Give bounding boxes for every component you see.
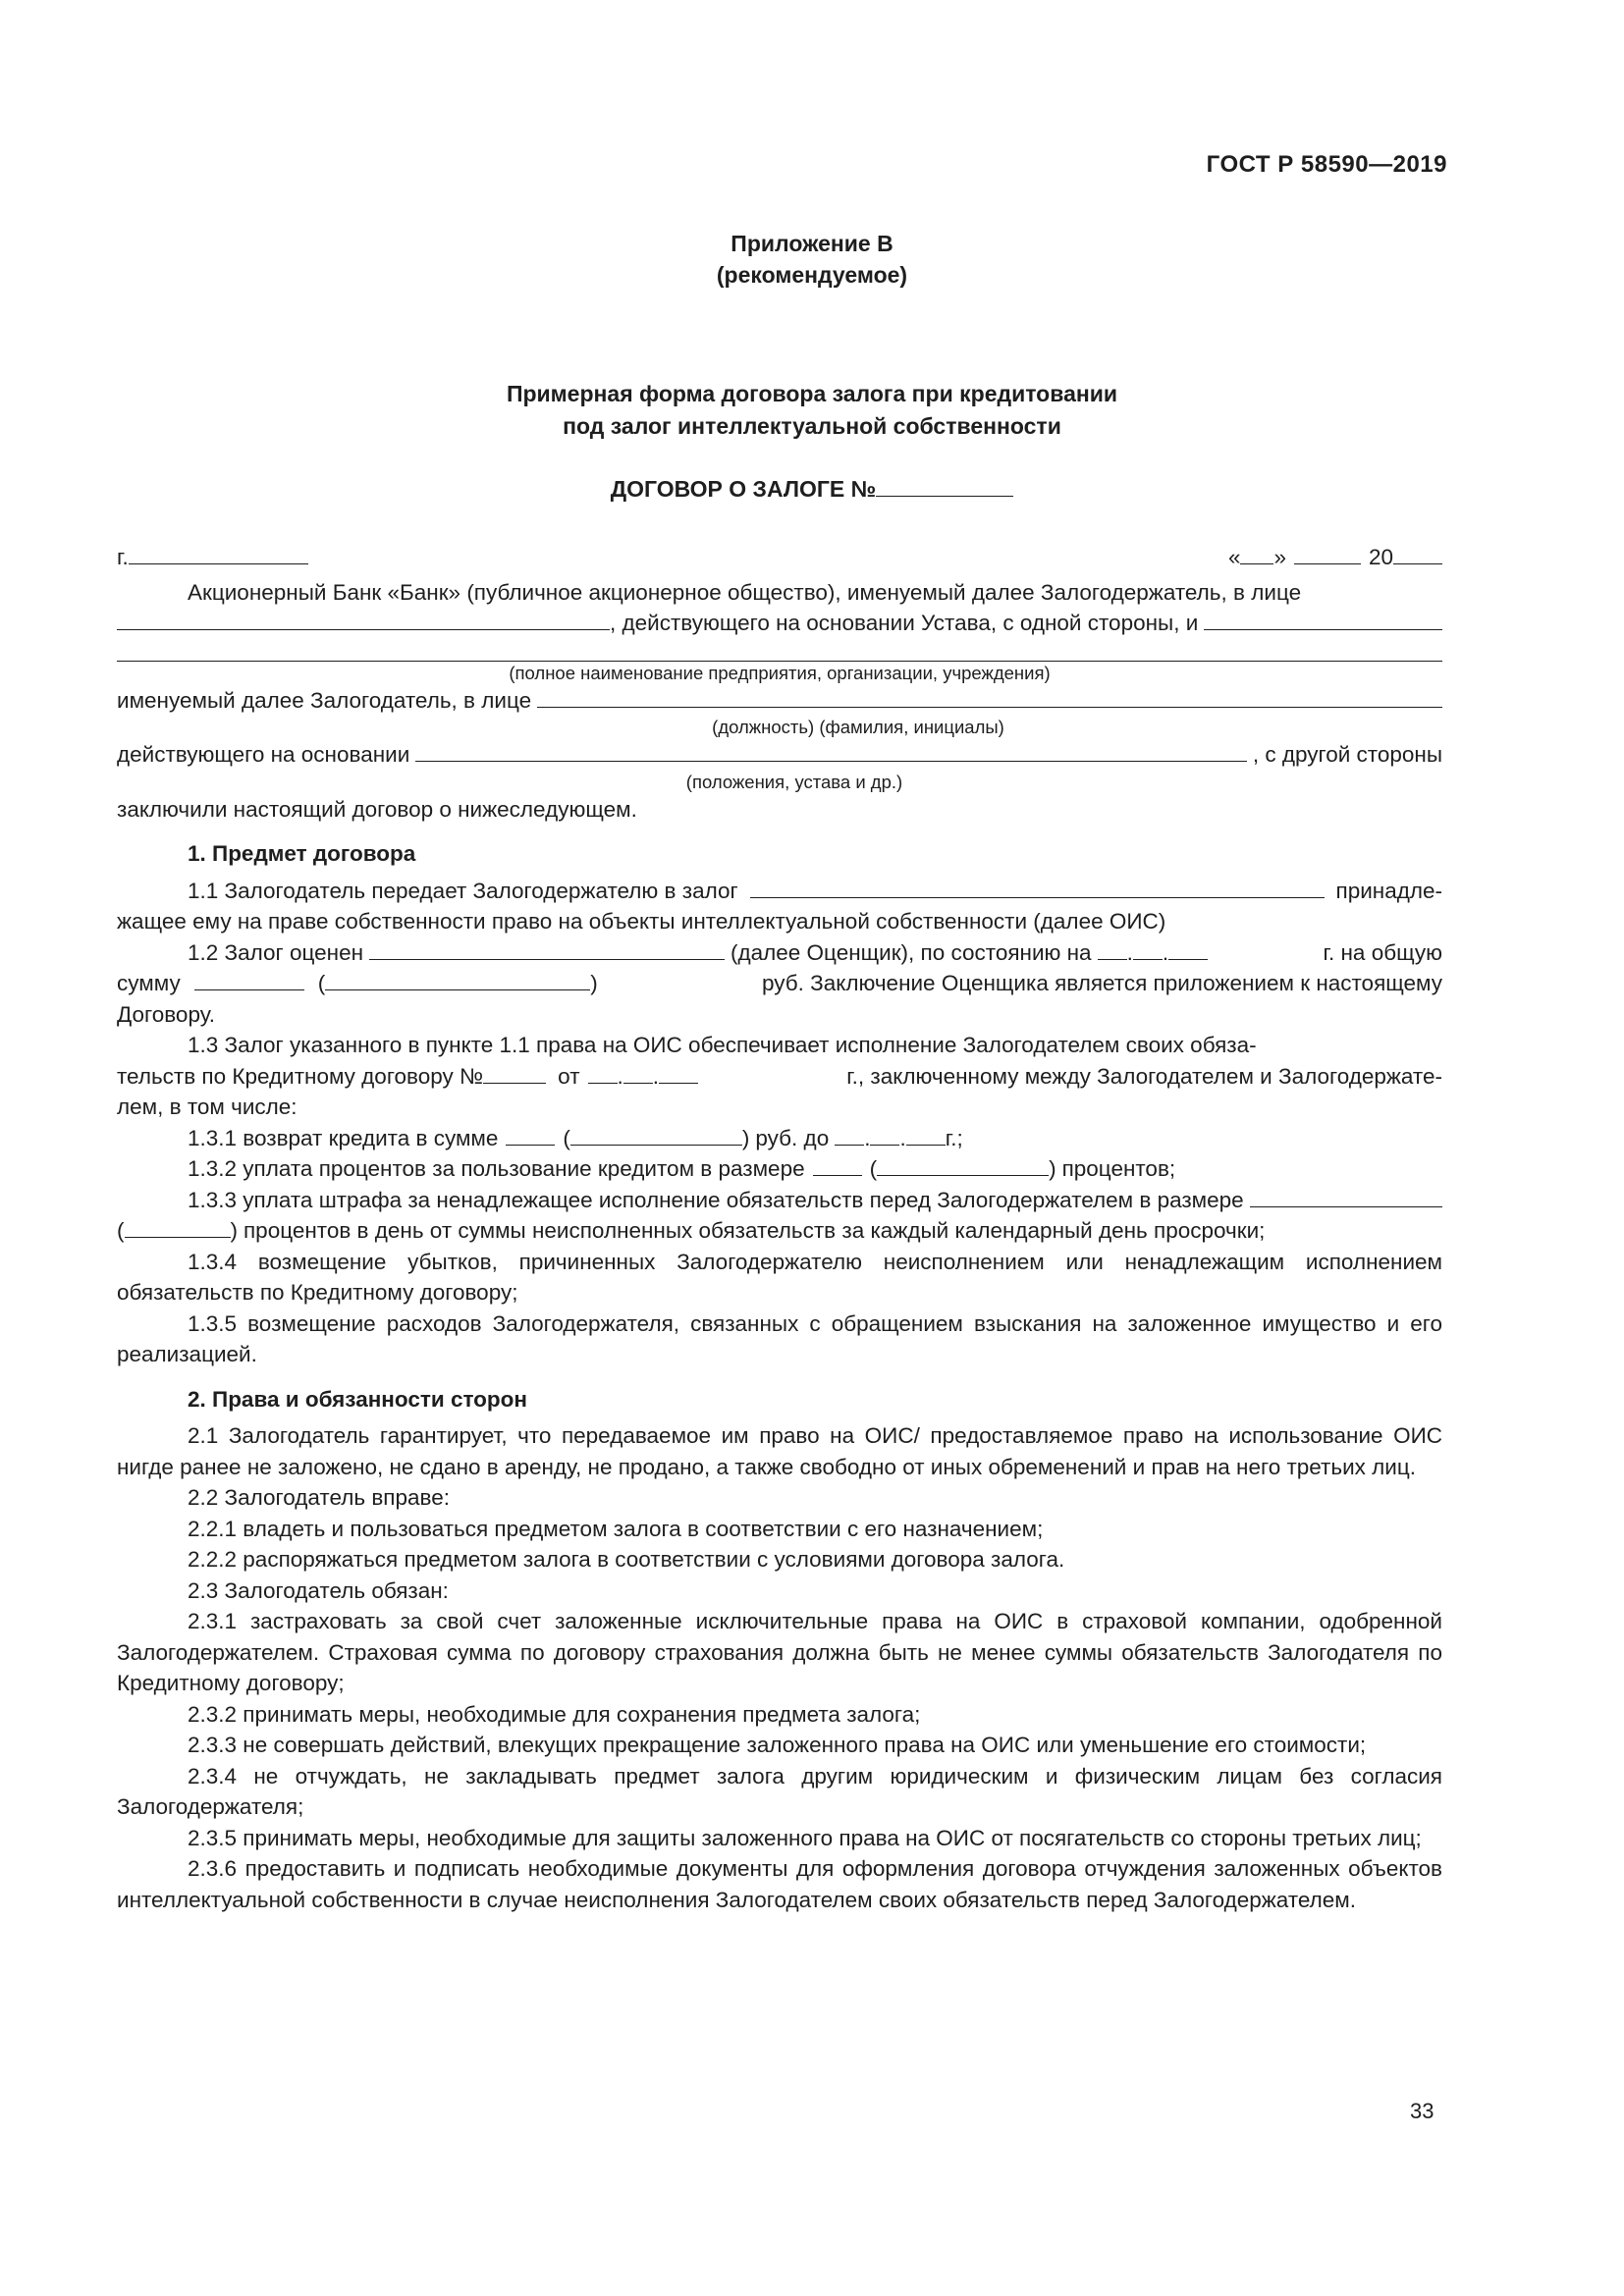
clause-1-2-date-text: (далее Оценщик), по состоянию на <box>731 939 1092 965</box>
clause-2-2-1: 2.2.1 владеть и пользоваться предметом залога в соответствии с его назначением; <box>188 1516 1044 1541</box>
basis-line <box>117 739 1442 771</box>
clause-1-3-line-2: тельств по Кредитному договору № от . . г., заключенному между Залогодателем и Залогодержате- <box>117 1061 1442 1093</box>
appendix-note: (рекомендуемое) <box>716 262 908 288</box>
contract-title <box>0 473 1624 505</box>
credit-year-suffix: г.; <box>945 1125 963 1150</box>
section-1-heading: 1. Предмет договора <box>188 841 416 866</box>
clause-1-3-end: лем, в том числе: <box>117 1095 298 1119</box>
section-2-heading: 2. Права и обязанности сторон <box>188 1386 528 1412</box>
city-blank <box>129 542 308 564</box>
clause-1-1-hyphen: принадле- <box>1335 878 1442 903</box>
clause-1-3-2-line: 1.3.2 уплата процентов за пользование кредитом в размере ( ) процентов; <box>117 1153 1442 1185</box>
clause-1-3-3-line <box>117 1185 1442 1216</box>
clause-1-2-total-text: г. на общую <box>1323 939 1442 965</box>
month-blank <box>1294 542 1361 564</box>
appraiser-blank <box>369 937 725 960</box>
pledgor-person-blank <box>537 685 1442 708</box>
clause-2-3: 2.3 Залогодатель обязан: <box>188 1577 449 1603</box>
sum-blank <box>194 968 304 990</box>
standard-number: ГОСТ Р 58590—2019 <box>1206 151 1447 178</box>
document-body <box>117 542 1442 1915</box>
credit-year-blank <box>906 1123 946 1146</box>
clause-2-3-4: 2.3.4 не отчуждать, не закладывать предмет залога другим юридическим и физическим лицам без согласия Залогодержателя; <box>117 1763 1442 1819</box>
clause-2-3-6: 2.3.6 предоставить и подписать необходимые документы для оформления договора отчуждения заложенных объектов интеллектуальной собственности в случае неисполнения Залогодателем своих обязательств перед Залогодержателем. <box>117 1856 1442 1912</box>
penalty-blank <box>1250 1185 1442 1207</box>
clause-1-2-end: Договору. <box>117 1001 215 1027</box>
parties-conclusion: заключили настоящий договор о нижеследующем. <box>117 796 637 822</box>
clause-2-3-3: 2.3.3 не совершать действий, влекущих прекращение заложенного права на ОИС или уменьшение его стоимости; <box>188 1733 1367 1757</box>
clause-1-3-2-text: 1.3.2 уплата процентов за пользование кредитом в размере <box>188 1156 805 1181</box>
form-title-line2: под залог интеллектуальной собственности <box>563 413 1061 439</box>
representative-blank <box>117 608 610 630</box>
clause-1-1-continuation: жащее ему на праве собственности право на объекты интеллектуальной собственности (далее ОИС) <box>117 909 1166 934</box>
pledge-object-blank <box>750 876 1325 898</box>
credit-sum-words-blank <box>570 1123 742 1146</box>
clause-2-3-1: 2.3.1 застраховать за свой счет заложенные исключительные права на ОИС в страховой компании, одобренной Залогодержателем. Страховая сумма по договору страхования должна быть не менее суммы обязательств Залогодателя по Кредитному договору; <box>117 1609 1442 1695</box>
penalty-words-blank <box>125 1215 231 1238</box>
clause-2-1: 2.1 Залогодатель гарантирует, что передаваемое им право на ОИС/ предоставляемое право на использование ОИС нигде ранее не заложено, не сдано в аренду, не продано, а также свободно от иных обременений и прав на него третьих лиц. <box>117 1423 1442 1479</box>
caption-person: (должность) (фамилия, инициалы) <box>712 717 1004 737</box>
loan-number-blank <box>483 1061 546 1084</box>
pledgor-line <box>117 685 1442 717</box>
parties-basis-text: , действующего на основании Устава, с одной стороны, и <box>610 611 1199 635</box>
clause-1-2-sum-line: сумму ( ) руб. Заключение Оценщика является приложением к настоящему <box>117 968 1442 999</box>
loan-from-label: от <box>558 1063 580 1089</box>
caption-basis: (положения, устава и др.) <box>685 771 903 792</box>
appendix-title: Приложение В <box>731 231 893 256</box>
clause-1-2-line: 1.2 Залог оценен (далее Оценщик), по состоянию на . . г. на общую <box>117 937 1442 969</box>
clause-2-3-2: 2.3.2 принимать меры, необходимые для сохранения предмета залога; <box>188 1701 921 1727</box>
date-year-blank <box>1168 937 1208 960</box>
credit-day-blank <box>835 1123 864 1146</box>
basis-blank <box>415 739 1247 762</box>
day-blank <box>1240 542 1273 564</box>
loan-day-blank <box>588 1061 618 1084</box>
clause-1-1-text: 1.1 Залогодатель передает Залогодержателю в залог <box>188 878 738 903</box>
parties-line-3 <box>117 639 1442 662</box>
form-title-line1: Примерная форма договора залога при кредитовании <box>506 381 1118 406</box>
clause-1-3-1-line: 1.3.1 возврат кредита в сумме ( ) руб. до . . г.; <box>117 1123 1442 1154</box>
interest-words-blank <box>877 1153 1049 1176</box>
clause-2-2: 2.2 Залогодатель вправе: <box>188 1485 450 1510</box>
basis-prefix: действующего на основании <box>117 742 410 767</box>
clause-1-3-text: 1.3 Залог указанного в пункте 1.1 права на ОИС обеспечивает исполнение Залогодателем своих обяза- <box>188 1033 1257 1057</box>
parties-paragraph-1: Акционерный Банк «Банк» (публичное акционерное общество), именуемый далее Залогодержатель, в лице <box>188 579 1302 605</box>
contract-number-blank <box>876 474 1013 497</box>
date-open: « <box>1227 545 1241 569</box>
clause-1-3-5: 1.3.5 возмещение расходов Залогодержателя, связанных с обращением взыскания на заложенное имущество и его реализацией. <box>117 1310 1442 1366</box>
date-month-blank <box>1133 937 1163 960</box>
loan-agreement-label: тельств по Кредитному договору № <box>117 1063 484 1089</box>
caption-organization: (полное наименование предприятия, организации, учреждения) <box>509 662 1051 683</box>
page-number: 33 <box>1410 2099 1435 2123</box>
clause-1-1-line <box>117 876 1442 907</box>
loan-month-blank <box>623 1061 653 1084</box>
clause-1-3-1-text: 1.3.1 возврат кредита в сумме <box>188 1125 499 1150</box>
clause-1-3-3-text: 1.3.3 уплата штрафа за ненадлежащее исполнение обязательств перед Залогодержателем в размере <box>188 1187 1244 1212</box>
loan-year-blank <box>659 1061 698 1084</box>
parties-line-2 <box>117 608 1442 639</box>
credit-sum-blank <box>506 1123 555 1146</box>
clause-1-2-text: 1.2 Залог оценен <box>188 939 364 965</box>
contract-label: ДОГОВОР О ЗАЛОГЕ № <box>610 476 877 502</box>
interest-blank <box>813 1153 862 1176</box>
date-close: » <box>1273 545 1286 569</box>
sum-label: сумму <box>117 971 181 995</box>
clause-1-3-3-line-2: ( ) процентов в день от суммы неисполненных обязательств за каждый календарный день просрочки; <box>117 1215 1442 1247</box>
place-date-line <box>117 542 1442 573</box>
credit-month-blank <box>870 1123 899 1146</box>
pledgor-prefix: именуемый далее Залогодатель, в лице <box>117 687 532 713</box>
sum-words-blank <box>325 968 590 990</box>
interest-suffix: процентов; <box>1061 1156 1176 1181</box>
date-day-blank <box>1098 937 1127 960</box>
year-prefix: 20 <box>1368 545 1393 569</box>
counterparty-blank-b <box>117 639 1442 662</box>
clause-1-3-4: 1.3.4 возмещение убытков, причиненных Залогодержателю неисполнением или ненадлежащим исполнением обязательств по Кредитному договору; <box>117 1249 1442 1305</box>
city-prefix: г. <box>117 545 129 569</box>
clause-2-3-5: 2.3.5 принимать меры, необходимые для защиты заложенного права на ОИС от посягательств со стороны третьих лиц; <box>188 1825 1422 1850</box>
credit-until-text: руб. до <box>755 1125 830 1150</box>
year-blank <box>1393 542 1442 564</box>
counterparty-blank-a <box>1204 608 1442 630</box>
clause-1-2-conclusion: руб. Заключение Оценщика является приложением к настоящему <box>761 971 1442 995</box>
penalty-suffix: процентов в день от суммы неисполненных обязательств за каждый календарный день просрочки; <box>244 1218 1266 1243</box>
clause-2-2-2: 2.2.2 распоряжаться предметом залога в соответствии с условиями договора залога. <box>188 1547 1065 1572</box>
loan-parties-text: г., заключенному между Залогодателем и Залогодержате- <box>846 1063 1442 1089</box>
basis-suffix: , с другой стороны <box>1252 742 1442 767</box>
